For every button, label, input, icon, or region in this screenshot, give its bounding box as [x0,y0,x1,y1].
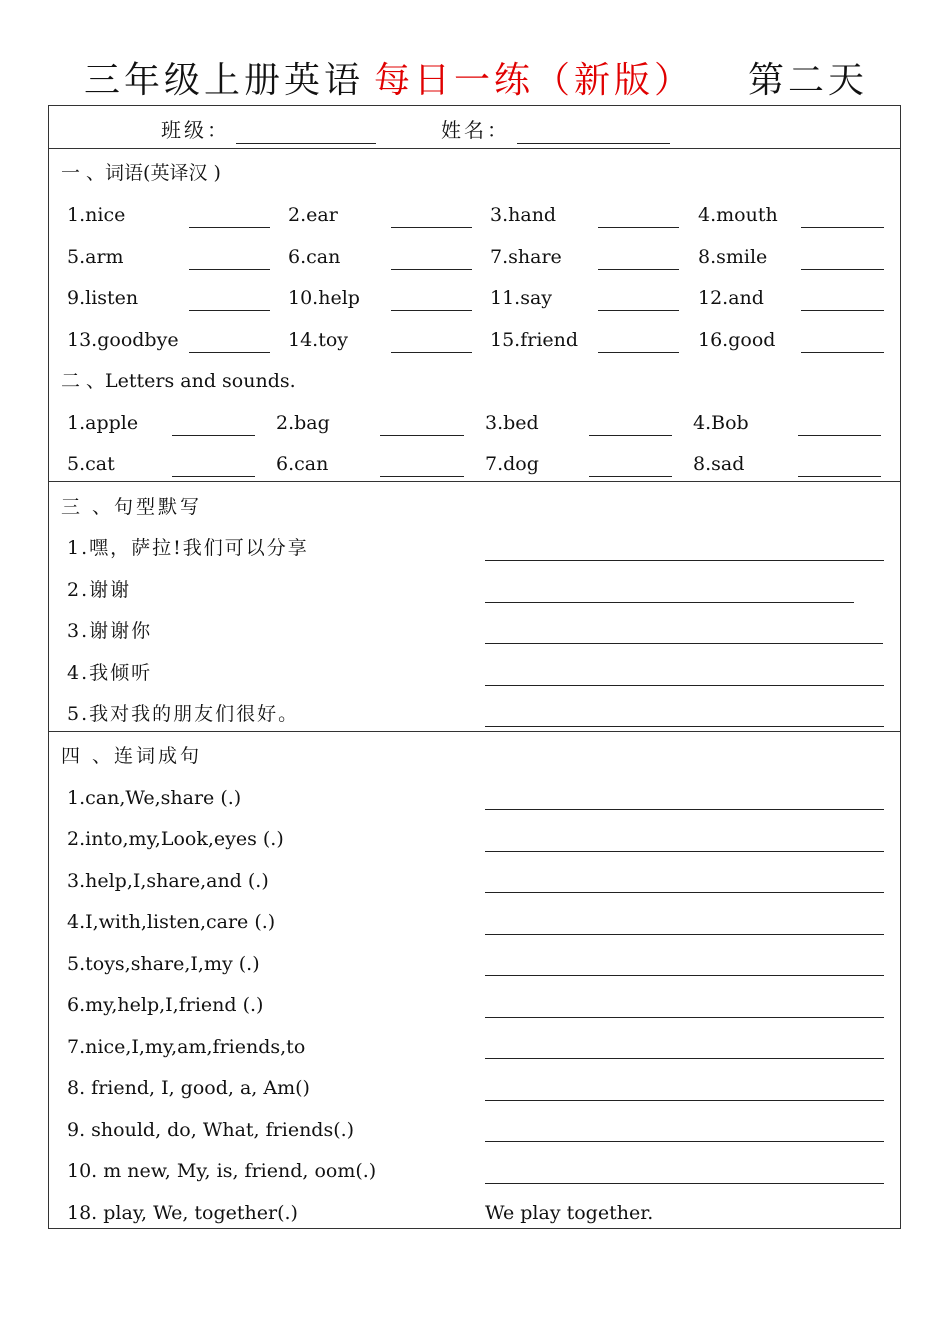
word-item: 16.good [698,329,776,351]
answer-line[interactable] [485,1141,884,1142]
letter-item: 8.sad [693,453,745,475]
answer-line[interactable] [485,643,883,644]
word-item: 1.nice [67,204,126,226]
word-order-item: 5.toys,share,I,my (.) [67,953,260,975]
divider [49,731,900,732]
class-label: 班级： [161,118,230,142]
section3-heading: 三 、句型默写 [61,496,203,518]
letter-item: 2.bag [276,412,330,434]
title-daily-practice: 每日一练（新版） [374,60,695,101]
answer-blank[interactable] [189,310,270,311]
answer-line[interactable] [485,809,884,810]
sentence-prompt: 5.我对我的朋友们很好。 [67,703,300,725]
answer-blank[interactable] [598,269,679,270]
word-order-item: 4.I,with,listen,care (.) [67,911,276,933]
answer-blank[interactable] [801,269,884,270]
title-grade: 三年级上册英语 [84,60,365,101]
name-label: 姓名： [441,118,510,142]
word-item: 10.help [288,287,360,309]
answer-blank[interactable] [172,435,255,436]
letter-item: 1.apple [67,412,139,434]
answer-line[interactable] [485,685,884,686]
answer-blank[interactable] [798,476,881,477]
title-day: 第二天 [748,60,869,101]
answer-blank[interactable] [391,310,472,311]
word-item: 5.arm [67,246,124,268]
answer-line[interactable] [485,1058,884,1059]
answer-blank[interactable] [801,310,884,311]
answer-line[interactable] [485,892,884,893]
answer-blank[interactable] [598,227,679,228]
answer-blank[interactable] [801,227,884,228]
word-order-item: 2.into,my,Look,eyes (.) [67,828,284,850]
word-order-item: 10. m new, My, is, friend, oom(.) [67,1160,377,1182]
answer-line[interactable] [485,1183,884,1184]
word-item: 4.mouth [698,204,778,226]
letter-item: 4.Bob [693,412,749,434]
worksheet-title [0,52,950,108]
sentence-prompt: 1.嘿，萨拉!我们可以分享 [67,537,309,559]
word-order-item: 18. play, We, together(.) [67,1202,298,1224]
word-item: 2.ear [288,204,338,226]
letter-item: 6.can [276,453,329,475]
answer-line[interactable] [485,602,854,603]
answer-blank[interactable] [391,269,472,270]
answer-line[interactable] [485,975,884,976]
answer-blank[interactable] [172,476,255,477]
answer-line[interactable] [485,851,884,852]
word-item: 3.hand [490,204,557,226]
sentence-prompt: 2.谢谢 [67,579,132,601]
answer-blank[interactable] [189,352,270,353]
answer-blank[interactable] [189,269,270,270]
worksheet-table [48,105,901,1229]
word-order-item: 8. friend, I, good, a, Am() [67,1077,310,1099]
word-item: 9.listen [67,287,139,309]
word-item: 13.goodbye [67,329,179,351]
section2-heading: 二 、Letters and sounds. [61,370,296,392]
answer-blank[interactable] [598,310,679,311]
divider [49,148,900,149]
sentence-prompt: 4.我倾听 [67,662,153,684]
section4-heading: 四 、连词成句 [61,745,203,767]
answer-line[interactable] [485,726,884,727]
answer-line[interactable] [485,1100,884,1101]
word-order-item: 6.my,help,I,friend (.) [67,994,264,1016]
section1-heading: 一 、词语(英译汉 ) [61,162,221,184]
word-order-item: 9. should, do, What, friends(.) [67,1119,355,1141]
word-order-item: 7.nice,I,my,am,friends,to [67,1036,306,1058]
answer-blank[interactable] [798,435,881,436]
word-item: 12.and [698,287,764,309]
word-item: 7.share [490,246,562,268]
sentence-prompt: 3.谢谢你 [67,620,153,642]
letter-item: 7.dog [485,453,539,475]
letter-item: 3.bed [485,412,539,434]
name-field[interactable] [517,143,670,144]
word-item: 11.say [490,287,553,309]
answer-blank[interactable] [189,227,270,228]
answer-blank[interactable] [589,476,672,477]
word-item: 6.can [288,246,341,268]
divider [49,481,900,482]
word-item: 15.friend [490,329,579,351]
answer-line[interactable] [485,934,884,935]
word-order-item: 3.help,I,share,and (.) [67,870,269,892]
answer-blank[interactable] [380,476,464,477]
answer-blank[interactable] [391,352,472,353]
answer-blank[interactable] [598,352,679,353]
answer-blank[interactable] [391,227,472,228]
letter-item: 5.cat [67,453,115,475]
word-item: 14.toy [288,329,349,351]
class-field[interactable] [236,143,376,144]
answer-blank[interactable] [380,435,464,436]
answer-line[interactable] [485,1017,884,1018]
word-item: 8.smile [698,246,768,268]
answer-blank[interactable] [589,435,672,436]
answer-blank[interactable] [801,352,884,353]
example-answer: We play together. [485,1202,654,1224]
answer-line[interactable] [485,560,884,561]
word-order-item: 1.can,We,share (.) [67,787,242,809]
